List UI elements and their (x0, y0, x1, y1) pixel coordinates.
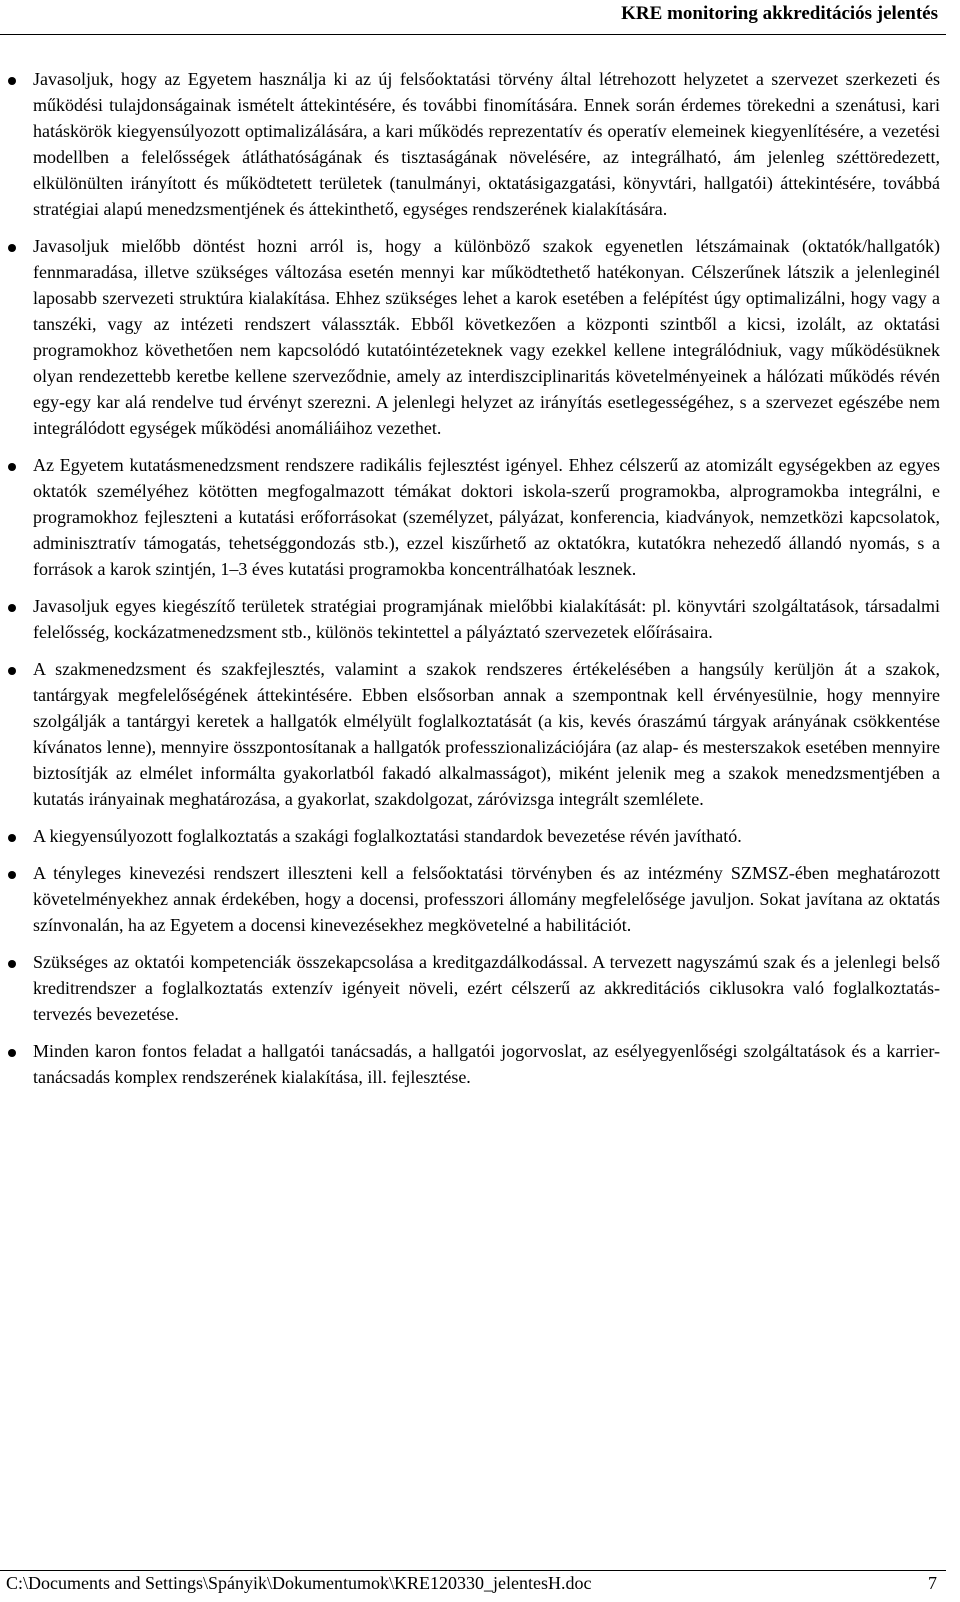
page-number: 7 (928, 1573, 937, 1593)
list-item-text: A tényleges kinevezési rendszert illeszteni kell a felsőoktatási törvényben és az intézmény SZMSZ-ében meghatározott követelményekhez annak érdekében, hogy a docensi, professzori állomány megfelelősége javuljon. Sokat javítana az oktatás színvonalán, ha az Egyetem a docensi kinevezésekhez megkövetelné a habilitációt. (33, 863, 940, 935)
list-item (0, 1038, 946, 1090)
footer-file-path: C:\Documents and Settings\Spányik\Dokumentumok\KRE120330_jelentesH.doc (6, 1573, 592, 1593)
list-item-text: A kiegyensúlyozott foglalkoztatás a szakági foglalkoztatási standardok bevezetése révén javítható. (33, 826, 742, 846)
recommendation-list (0, 66, 946, 1101)
list-item (0, 233, 946, 441)
bullet-icon (8, 604, 16, 612)
header-title: KRE monitoring akkreditációs jelentés (621, 3, 938, 24)
bullet-icon (8, 834, 16, 842)
list-item (0, 860, 946, 938)
list-item (0, 656, 946, 812)
page-header (0, 0, 946, 35)
list-item-text: Szükséges az oktatói kompetenciák összekapcsolása a kreditgazdálkodással. A tervezett nagyszámú szak és a jelenlegi belső kreditrendszer a foglalkoztatás extenzív igényeit növeli, ezért célszerű az akkreditációs ciklusokra való foglalkoztatás-tervezés bevezetése. (33, 952, 940, 1024)
list-item-text: Javasoljuk mielőbb döntést hozni arról is, hogy a különböző szakok egyenetlen létszámainak (oktatók/hallgatók) fennmaradása, illetve szükséges változása esetén mennyi kar működtethető hatékonyan. Célszerűnek látszik a jelenleginél laposabb szervezeti struktúra kialakítása. Ehhez szükséges lehet a karok esetében a felépítést úgy optimalizálni, hogy vagy a tanszéki, vagy az intézeti rendszert válasszták. Ebből következően a központi szintből a kicsi, izolált, az oktatási programokhoz követhetően nem kapcsolódó kutatóintézeteknek vagy ezekkel kellene integrálódniuk, vagy működésüknek olyan rendezettebb keretbe kellene szerveződnie, amely az interdiszciplinaritás követelményeinek a hálózati működés révén egy-egy kar alá rendelve tud érvényt szerezni. A jelenlegi helyzet az irányítás esetlegességéhez, s a szervezet egészébe nem integrálódott egységek működési anomáliáihoz vezethet. (33, 236, 940, 438)
list-item (0, 949, 946, 1027)
bullet-icon (8, 871, 16, 879)
list-item (0, 593, 946, 645)
list-item (0, 66, 946, 222)
bullet-icon (8, 960, 16, 968)
list-item-text: Javasoljuk, hogy az Egyetem használja ki az új felsőoktatási törvény által létrehozott helyzetet a szervezet szerkezeti és működési tulajdonságainak ismételt áttekintésére, és további finomítására. Ennek során érdemes törekedni a szenátusi, kari hatáskörök kiegyensúlyozott optimalizálására, a kari működés reprezentatív és operatív elemeinek kiegyenlítésére, a vezetési modellben a felelősségek átláthatóságának és tisztaságának növelésére, az integrálható, ám jelenleg széttöredezett, elkülönülten irányított és működtetett területek (tanulmányi, oktatásigazgatási, könyvtári, hallgatói) áttekintésére, továbbá stratégiai alapú menedzsmentjének és áttekinthető, egységes rendszerének kialakítására. (33, 69, 940, 219)
list-item-text: A szakmenedzsment és szakfejlesztés, valamint a szakok rendszeres értékelésében a hangsúly kerüljön át a szakok, tantárgyak megfelelőségének áttekintésére. Ebben elsősorban annak a szempontnak kell érvényesülnie, hogy mennyire szolgálják a tantárgyi keretek a hallgatók elmélyült foglalkoztatását (a kis, kevés óraszámú tárgyak arányának csökkentése kívánatos lenne), mennyire összpontosítanak a hallgatók professzionalizációjára (az alap- és mesterszakok esetében mennyire biztosítják az elmélet informálta gyakorlatból fakadó alkalmasságot), miként jelenik meg a szakok menedzsmentjében a kutatás irányainak meghatározása, a gyakorlat, szakdolgozat, záróvizsga integrált szemlélete. (33, 659, 940, 809)
list-item (0, 452, 946, 582)
bullet-icon (8, 1049, 16, 1057)
list-item (0, 823, 946, 849)
list-item-text: Javasoljuk egyes kiegészítő területek stratégiai programjának mielőbbi kialakítását: pl. könyvtári szolgáltatások, társadalmi felelősség, kockázatmenedzsment stb., különös tekintettel a pályáztató szervezetek előírásaira. (33, 596, 940, 642)
bullet-icon (8, 244, 16, 252)
list-item-text: Minden karon fontos feladat a hallgatói tanácsadás, a hallgatói jogorvoslat, az esélyegyenlőségi szolgáltatások és a karrier-tanácsadás komplex rendszerének kialakítása, ill. fejlesztése. (33, 1041, 940, 1087)
bullet-icon (8, 667, 16, 675)
bullet-icon (8, 77, 16, 85)
page-footer (0, 1570, 946, 1602)
list-item-text: Az Egyetem kutatásmenedzsment rendszere radikális fejlesztést igényel. Ehhez célszerű az atomizált egységekben az egyes oktatók személyéhez kötötten megfogalmazott témákat doktori iskola-szerű programokba, alprogramokba integrálni, e programokhoz fejleszteni a kutatási erőforrásokat (személyzet, pályázat, konferencia, kiadványok, nemzetközi kapcsolatok, adminisztratív támogatás, tehetséggondozás stb.), ezzel kiszűrhető az oktatókra, kutatókra nehezedő állandó nyomás, s a források a karok szintjén, 1–3 éves kutatási programokba koncentrálhatóak lesznek. (33, 455, 940, 579)
bullet-icon (8, 463, 16, 471)
